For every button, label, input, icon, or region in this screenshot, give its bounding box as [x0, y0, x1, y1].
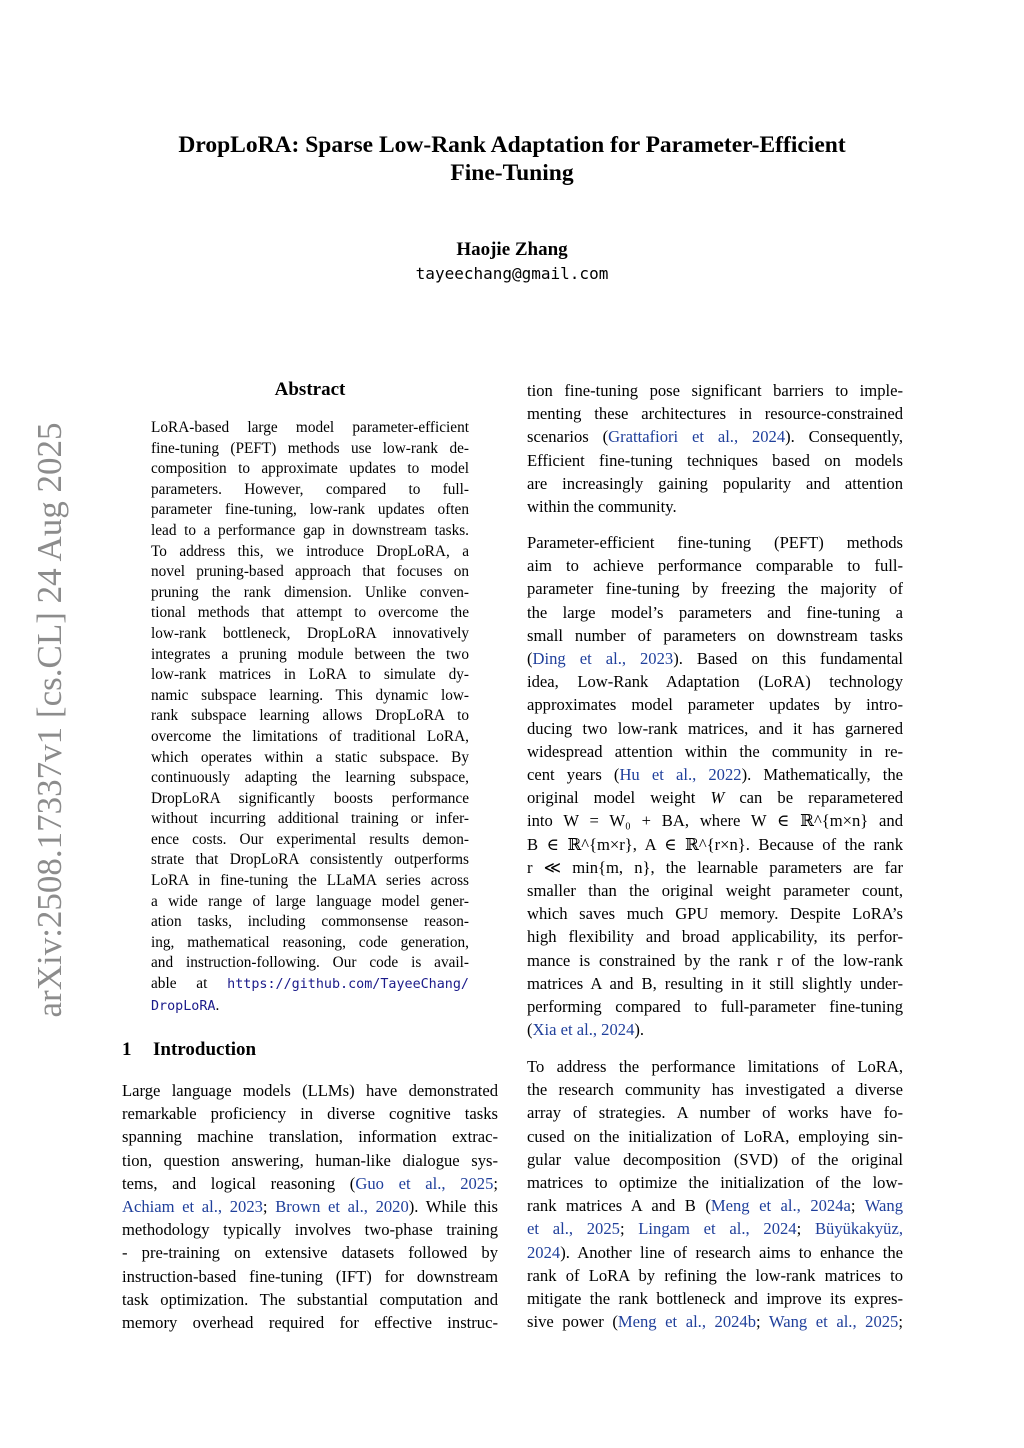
citation-wang[interactable]: Wang: [864, 1196, 903, 1216]
body-line: high flexibility and broad applicability, its perfor-: [527, 927, 903, 947]
abstract-code-line: [151, 974, 469, 996]
body-line: B ∈ ℝ^{m×r}, A ∈ ℝ^{r×n}. Because of the rank: [527, 834, 903, 854]
body-line: Parameter-efficient fine-tuning (PEFT) methods: [527, 533, 903, 552]
citation-brown[interactable]: Brown et al., 2020: [275, 1197, 409, 1217]
section-heading-introduction: [122, 1037, 256, 1063]
author-email: tayeechang@gmail.com: [415, 264, 609, 283]
body-line: are increasingly gaining popularity and attention: [527, 473, 903, 493]
abstract-line: overcome the limitations of traditional LoRA,: [151, 727, 469, 745]
body-line: approximates model parameter updates by intro-: [527, 695, 903, 715]
title-line: DropLoRA: Sparse Low-Rank Adaptation for Parameter-Efficient: [178, 132, 846, 158]
paper-title: [120, 131, 904, 187]
body-line: the research community has investigated a diverse: [527, 1080, 903, 1100]
intro-line: memory overhead required for effective instruc-: [122, 1313, 498, 1333]
body-line: original model weight W can be reparametered: [527, 788, 903, 808]
citation-buyukakyuz[interactable]: Büyükakyüz,: [814, 1219, 903, 1239]
intro-line: [122, 1172, 498, 1195]
body-line: r ≪ min{m, n}, the learnable parameters are far: [527, 857, 903, 877]
body-line: widespread attention within the community in re-: [527, 741, 903, 761]
abstract-line: integrates a pruning module between the two: [151, 645, 469, 663]
abstract-line: parameters. However, compared to full-: [151, 480, 469, 498]
citation-xia[interactable]: Xia et al., 2024: [532, 1020, 635, 1040]
body-line: into W = W₀ + BA, where W ∈ ℝ^{m×n} and: [527, 811, 903, 831]
abstract-line: namic subspace learning. This dynamic low-: [151, 686, 469, 704]
abstract-line: rank subspace learning allows DropLoRA to: [151, 707, 469, 725]
intro-line: remarkable proficiency in diverse cognitive tasks: [122, 1104, 498, 1124]
right-paragraph-2: [527, 531, 903, 1041]
body-line: [527, 763, 903, 786]
abstract-line: LoRA-based large model parameter-efficient: [151, 419, 469, 436]
body-text: rank matrices A and B (: [527, 1196, 711, 1216]
code-prefix: able at: [151, 975, 208, 993]
body-line: (Ding et al., 2023). Based on this fundamental: [527, 649, 903, 669]
code-link-continued[interactable]: DropLoRA: [151, 998, 216, 1014]
body-line: mitigate the rank bottleneck and improve its expres-: [527, 1289, 903, 1309]
abstract-line: ing, mathematical reasoning, code generation,: [151, 933, 469, 951]
body-text: cent years (: [527, 765, 620, 785]
abstract-line: parameter fine-tuning, low-rank updates often: [151, 501, 469, 519]
abstract-line: a wide range of large language model gener-: [151, 892, 469, 910]
title-line: Fine-Tuning: [450, 160, 574, 186]
intro-semicolon: ;: [493, 1173, 498, 1193]
section-title: Introduction: [153, 1039, 257, 1060]
body-text: ). Consequently,: [785, 427, 903, 447]
body-line: To address the performance limitations of LoRA,: [527, 1057, 903, 1076]
abstract-line: ence costs. Our experimental results demon-: [151, 830, 469, 848]
citation-wang-2025[interactable]: Wang et al., 2025: [768, 1312, 899, 1332]
citation-guo[interactable]: Guo et al., 2025: [355, 1173, 494, 1193]
body-line: array of strategies. A number of works have fo-: [527, 1103, 903, 1123]
body-line: the large model’s parameters and fine-tuning a: [527, 602, 903, 622]
intro-line: tion, question answering, human-like dialogue sys-: [122, 1150, 498, 1170]
citation-wang-cont[interactable]: et al., 2025: [527, 1219, 620, 1239]
abstract-line: continuously adapting the learning subspace,: [151, 769, 469, 787]
body-line: rank of LoRA by refining the low-rank matrices to: [527, 1265, 903, 1285]
body-text: ). Another line of research aims to enhance the: [560, 1242, 903, 1262]
abstract-line: low-rank bottleneck, DropLoRA innovatively: [151, 624, 469, 642]
abstract-line: which operates within a static subspace. By: [151, 748, 469, 766]
abstract-line: fine-tuning (PEFT) methods use low-rank de-: [151, 439, 469, 457]
body-line: aim to achieve performance comparable to full-: [527, 556, 903, 576]
abstract-body: [151, 418, 469, 1017]
body-line: matrices A and B, resulting in it still slightly under-: [527, 973, 903, 993]
body-line: small number of parameters on downstream tasks: [527, 625, 903, 645]
body-line: mance is constrained by the rank r of the low-rank: [527, 950, 903, 970]
abstract-line: novel pruning-based approach that focuses on: [151, 563, 469, 581]
body-text: ;: [898, 1312, 903, 1332]
body-text: ). Mathematically, the: [741, 765, 903, 785]
abstract-line: and instruction-following. Our code is avail-: [151, 954, 469, 972]
body-line: performing compared to full-parameter fine-tuning: [527, 997, 903, 1017]
right-paragraph-3: [527, 1055, 903, 1333]
intro-line: spanning machine translation, information extrac-: [122, 1127, 498, 1147]
body-line: et al., 2025; Lingam et al., 2024; Büyükakyüz,: [527, 1219, 903, 1239]
body-text: original model weight: [527, 788, 696, 808]
citation-meng-b[interactable]: Meng et al., 2024b: [617, 1312, 757, 1332]
intro-line: methodology typically involves two-phase training: [122, 1220, 498, 1240]
body-line: menting these architectures in resource-constrained: [527, 404, 903, 424]
abstract-line: strate that DropLoRA consistently outperforms: [151, 851, 469, 869]
abstract-line: lead to a performance gap in downstream tasks.: [151, 521, 469, 539]
code-link[interactable]: https://github.com/TayeeChang/: [227, 977, 469, 993]
section-number: 1: [122, 1039, 132, 1060]
abstract-code-line-2: [151, 996, 469, 1018]
intro-line: instruction-based fine-tuning (IFT) for downstream: [122, 1266, 498, 1286]
abstract-line: DropLoRA significantly boosts performance: [151, 789, 469, 807]
intro-line: - pre-training on extensive datasets followed by: [122, 1243, 498, 1263]
body-line: gular value decomposition (SVD) of the original: [527, 1149, 903, 1169]
abstract-line: ation tasks, including commonsense reason-: [151, 913, 469, 931]
body-line: tion fine-tuning pose significant barriers to imple-: [527, 381, 903, 400]
body-line: smaller than the original weight parameter count,: [527, 881, 903, 901]
abstract-line: LoRA in fine-tuning the LLaMA series across: [151, 872, 469, 890]
body-line: within the community.: [527, 497, 677, 517]
introduction-body: [122, 1079, 498, 1334]
body-line: sive power (Meng et al., 2024b; Wang et al., 2025;: [527, 1312, 903, 1332]
intro-text: tems, and logical reasoning (: [122, 1173, 356, 1193]
author-name: Haojie Zhang: [456, 239, 568, 260]
abstract-line: composition to approximate updates to model: [151, 460, 469, 478]
code-link-end: .: [215, 996, 220, 1014]
abstract-line: low-rank matrices in LoRA to simulate dy-: [151, 666, 469, 684]
body-line: rank matrices A and B (Meng et al., 2024a; Wang: [527, 1196, 903, 1216]
body-text: sive power (: [527, 1312, 618, 1332]
citation-buyukakyuz-cont[interactable]: 2024: [527, 1242, 561, 1262]
intro-line: task optimization. The substantial computation and: [122, 1289, 498, 1309]
intro-line: Large language models (LLMs) have demonstrated: [122, 1081, 498, 1100]
body-line: parameter fine-tuning by freezing the majority of: [527, 579, 903, 599]
body-line: [527, 1241, 903, 1264]
body-text: . Based on this fundamental: [678, 649, 903, 669]
abstract-line: To address this, we introduce DropLoRA, a: [151, 542, 469, 560]
citation-ding[interactable]: Ding et al., 2023: [532, 649, 674, 669]
right-paragraph-1: [527, 379, 903, 518]
intro-line: [122, 1195, 498, 1218]
abstract-heading: Abstract: [274, 379, 346, 400]
abstract-line: pruning the rank dimension. Unlike conven-: [151, 583, 469, 601]
intro-semicolon: ;: [262, 1197, 268, 1217]
body-line: cused on the initialization of LoRA, employing sin-: [527, 1126, 903, 1146]
citation-meng-a[interactable]: Meng et al., 2024a: [710, 1196, 851, 1216]
citation-hu[interactable]: Hu et al., 2022: [619, 765, 742, 785]
citation-achiam[interactable]: Achiam et al., 2023: [122, 1197, 263, 1217]
arxiv-identifier: arXiv:2508.17337v1 [cs.CL] 24 Aug 2025: [30, 422, 69, 1018]
body-line: ducing two low-rank matrices, and it has garnered: [527, 718, 903, 738]
body-line: matrices to optimize the initialization of the low-: [527, 1173, 903, 1193]
abstract-line: tional methods that attempt to overcome the: [151, 604, 469, 622]
body-line: Efficient fine-tuning techniques based on models: [527, 450, 903, 470]
abstract-line: without incurring additional training or infer-: [151, 810, 469, 828]
body-text: scenarios (: [527, 427, 609, 447]
citation-lingam[interactable]: Lingam et al., 2024: [638, 1219, 797, 1239]
body-line: which saves much GPU memory. Despite LoRA’s: [527, 904, 903, 924]
body-line: idea, Low-Rank Adaptation (LoRA) technology: [527, 672, 903, 692]
body-line: (Xia et al., 2024).: [527, 1020, 645, 1040]
citation-grattafiori[interactable]: Grattafiori et al., 2024: [608, 427, 786, 447]
body-line: [527, 425, 903, 448]
intro-text: ). While this: [408, 1197, 498, 1217]
